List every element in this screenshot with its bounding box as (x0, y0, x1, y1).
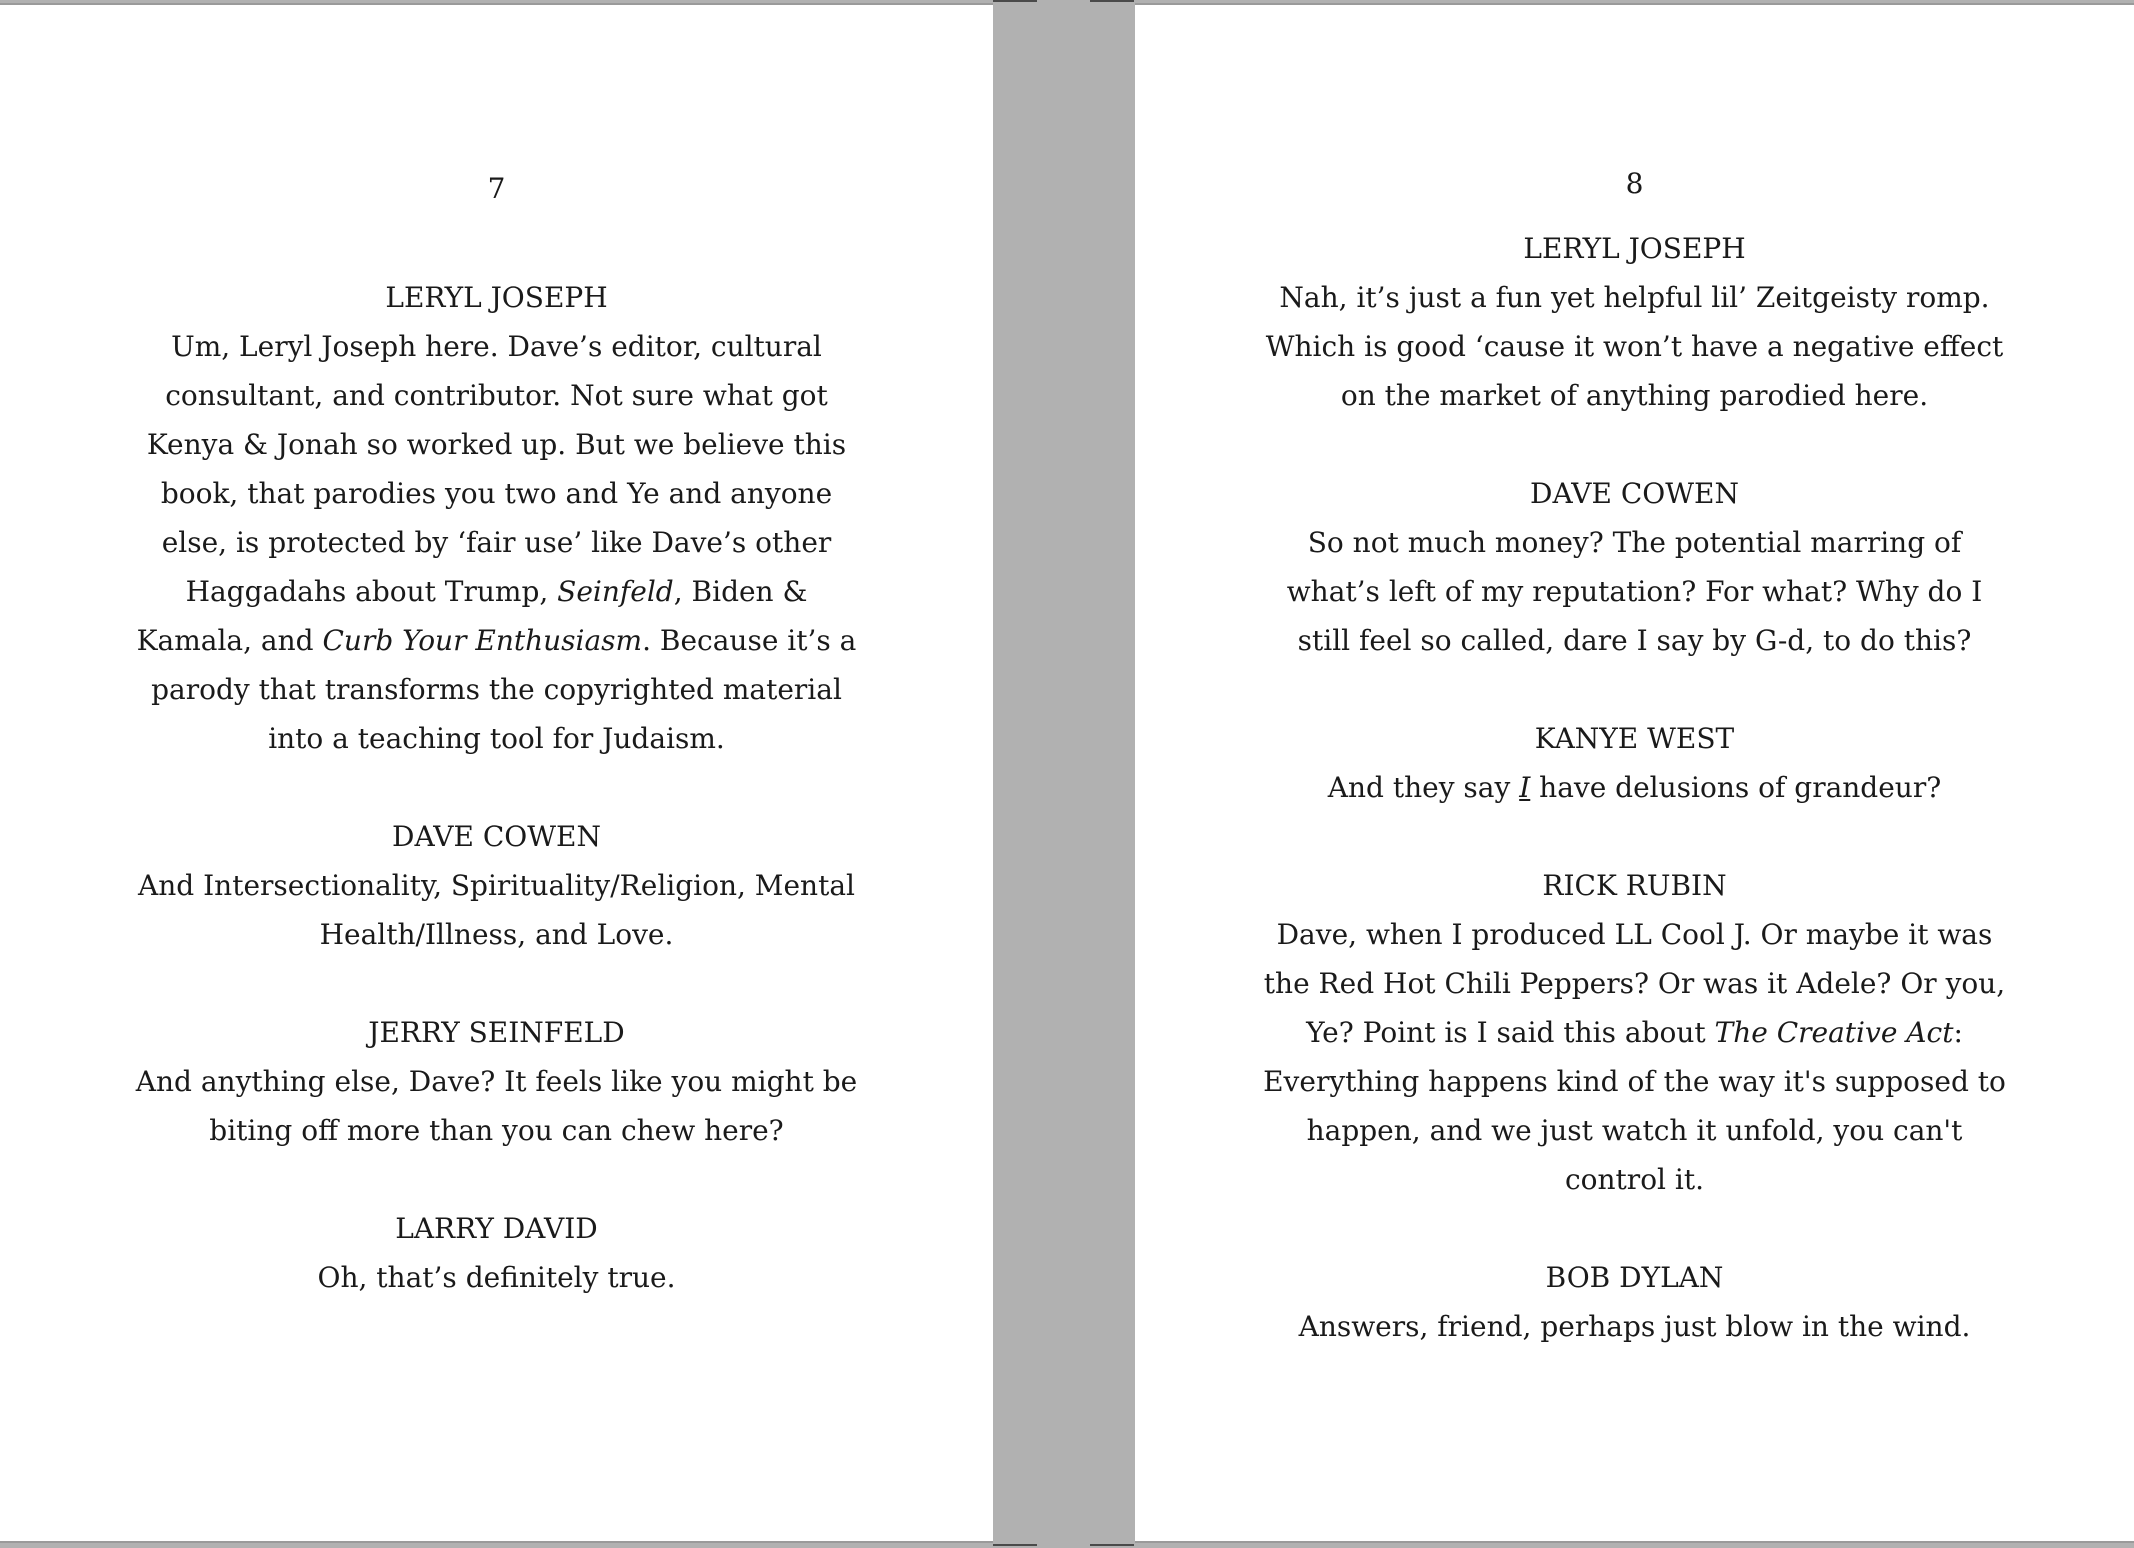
italic-text: I (1519, 771, 1531, 804)
dialogue-line (1135, 910, 2134, 959)
page-gap-top-left-mark (993, 0, 1037, 2)
dialogue-line (1135, 763, 2134, 812)
speaker-name: DAVE COWEN (392, 820, 601, 853)
dialogue-line (1135, 567, 2134, 616)
text-run: on the market of anything parodied here. (1340, 379, 1929, 412)
dialogue-block (0, 1204, 993, 1302)
dialogue-line (1135, 1106, 2134, 1155)
dialogue-block (1135, 469, 2134, 665)
dialogue-line (1135, 1008, 2134, 1057)
text-run: Which is good ‘cause it won’t have a negative effect (1265, 330, 2004, 363)
text-run: So not much money? The potential marring of (1307, 526, 1962, 559)
speaker-name: LARRY DAVID (395, 1212, 598, 1245)
text-run: Um, Leryl Joseph here. Dave’s editor, cultural (171, 330, 822, 363)
text-run: happen, and we just watch it unfold, you can't (1306, 1114, 1963, 1147)
text-run: consultant, and contributor. Not sure what got (165, 379, 828, 412)
speaker-name: KANYE WEST (1534, 722, 1735, 755)
speaker-name: JERRY SEINFELD (368, 1016, 625, 1049)
text-run: biting off more than you can chew here? (209, 1114, 784, 1147)
page-content (0, 273, 993, 1351)
text-run: : (1953, 1016, 1963, 1049)
dialogue-line (0, 371, 993, 420)
dialogue-line (1135, 959, 2134, 1008)
dialogue-line (0, 616, 993, 665)
page-content (1135, 224, 2134, 1400)
dialogue-line (0, 1057, 993, 1106)
speaker-name: BOB DYLAN (1545, 1261, 1724, 1294)
text-run: Kenya & Jonah so worked up. But we believe this (146, 428, 847, 461)
text-run: control it. (1564, 1163, 1705, 1196)
dialogue-block (1135, 714, 2134, 812)
text-run: And they say (1327, 771, 1520, 804)
speaker-name: LERYL JOSEPH (385, 281, 608, 314)
text-run: Answers, friend, perhaps just blow in the wind. (1298, 1310, 1971, 1343)
page-gap-top-right-mark (1090, 0, 1134, 2)
text-run: else, is protected by ‘fair use’ like Dave’s other (161, 526, 832, 559)
dialogue-line (1135, 371, 2134, 420)
dialogue-line (0, 518, 993, 567)
text-run: Health/Illness, and Love. (319, 918, 674, 951)
dialogue-block (1135, 1253, 2134, 1351)
italic-text: Seinfeld (557, 575, 674, 608)
text-run: , Biden & (673, 575, 808, 608)
dialogue-block (1135, 861, 2134, 1204)
text-run: book, that parodies you two and Ye and anyone (160, 477, 833, 510)
dialogue-line (1135, 273, 2134, 322)
dialogue-line (1135, 1302, 2134, 1351)
text-run: Everything happens kind of the way it's supposed to (1263, 1065, 2006, 1098)
page-gap-bottom-right-mark (1090, 1544, 1134, 1546)
dialogue-block (0, 812, 993, 959)
page-number: 7 (487, 172, 506, 205)
dialogue-block (0, 1008, 993, 1155)
dialogue-line (0, 861, 993, 910)
text-run: And Intersectionality, Spirituality/Religion, Mental (138, 869, 855, 902)
dialogue-line (1135, 1057, 2134, 1106)
page-7 (0, 3, 993, 1543)
italic-text: Curb Your Enthusiasm (322, 624, 643, 657)
text-run: have delusions of grandeur? (1530, 771, 1942, 804)
speaker-name: LERYL JOSEPH (1523, 232, 1746, 265)
dialogue-line (0, 1253, 993, 1302)
dialogue-line (0, 567, 993, 616)
italic-text: The Creative Act (1714, 1016, 1954, 1049)
text-run: the Red Hot Chili Peppers? Or was it Adele? Or you, (1263, 967, 2006, 1000)
dialogue-line (0, 469, 993, 518)
text-run: parody that transforms the copyrighted material (151, 673, 842, 706)
dialogue-line (0, 665, 993, 714)
text-run: And anything else, Dave? It feels like you might be (135, 1065, 858, 1098)
speaker-name: RICK RUBIN (1542, 869, 1727, 902)
dialogue-line (0, 1106, 993, 1155)
text-run: . Because it’s a (642, 624, 857, 657)
dialogue-line (1135, 322, 2134, 371)
text-run: Kamala, and (136, 624, 323, 657)
dialogue-line (0, 910, 993, 959)
text-run: still feel so called, dare I say by G-d, to do this? (1297, 624, 1972, 657)
dialogue-block (1135, 224, 2134, 420)
dialogue-line (0, 714, 993, 763)
text-run: into a teaching tool for Judaism. (268, 722, 725, 755)
text-run: what’s left of my reputation? For what? Why do I (1286, 575, 1983, 608)
page-gap-bottom-left-mark (993, 1544, 1037, 1546)
dialogue-line (1135, 1155, 2134, 1204)
dialogue-block (0, 273, 993, 763)
dialogue-line (1135, 518, 2134, 567)
text-run: Haggadahs about Trump, (185, 575, 558, 608)
speaker-name: DAVE COWEN (1530, 477, 1739, 510)
dialogue-line (1135, 616, 2134, 665)
text-run: Nah, it’s just a fun yet helpful lil’ Zeitgeisty romp. (1279, 281, 1990, 314)
page-8 (1135, 3, 2134, 1543)
text-run: Oh, that’s definitely true. (317, 1261, 676, 1294)
text-run: Dave, when I produced LL Cool J. Or maybe it was (1276, 918, 1993, 951)
page-number: 8 (1625, 167, 1644, 200)
dialogue-line (0, 322, 993, 371)
text-run: Ye? Point is I said this about (1306, 1016, 1715, 1049)
dialogue-line (0, 420, 993, 469)
